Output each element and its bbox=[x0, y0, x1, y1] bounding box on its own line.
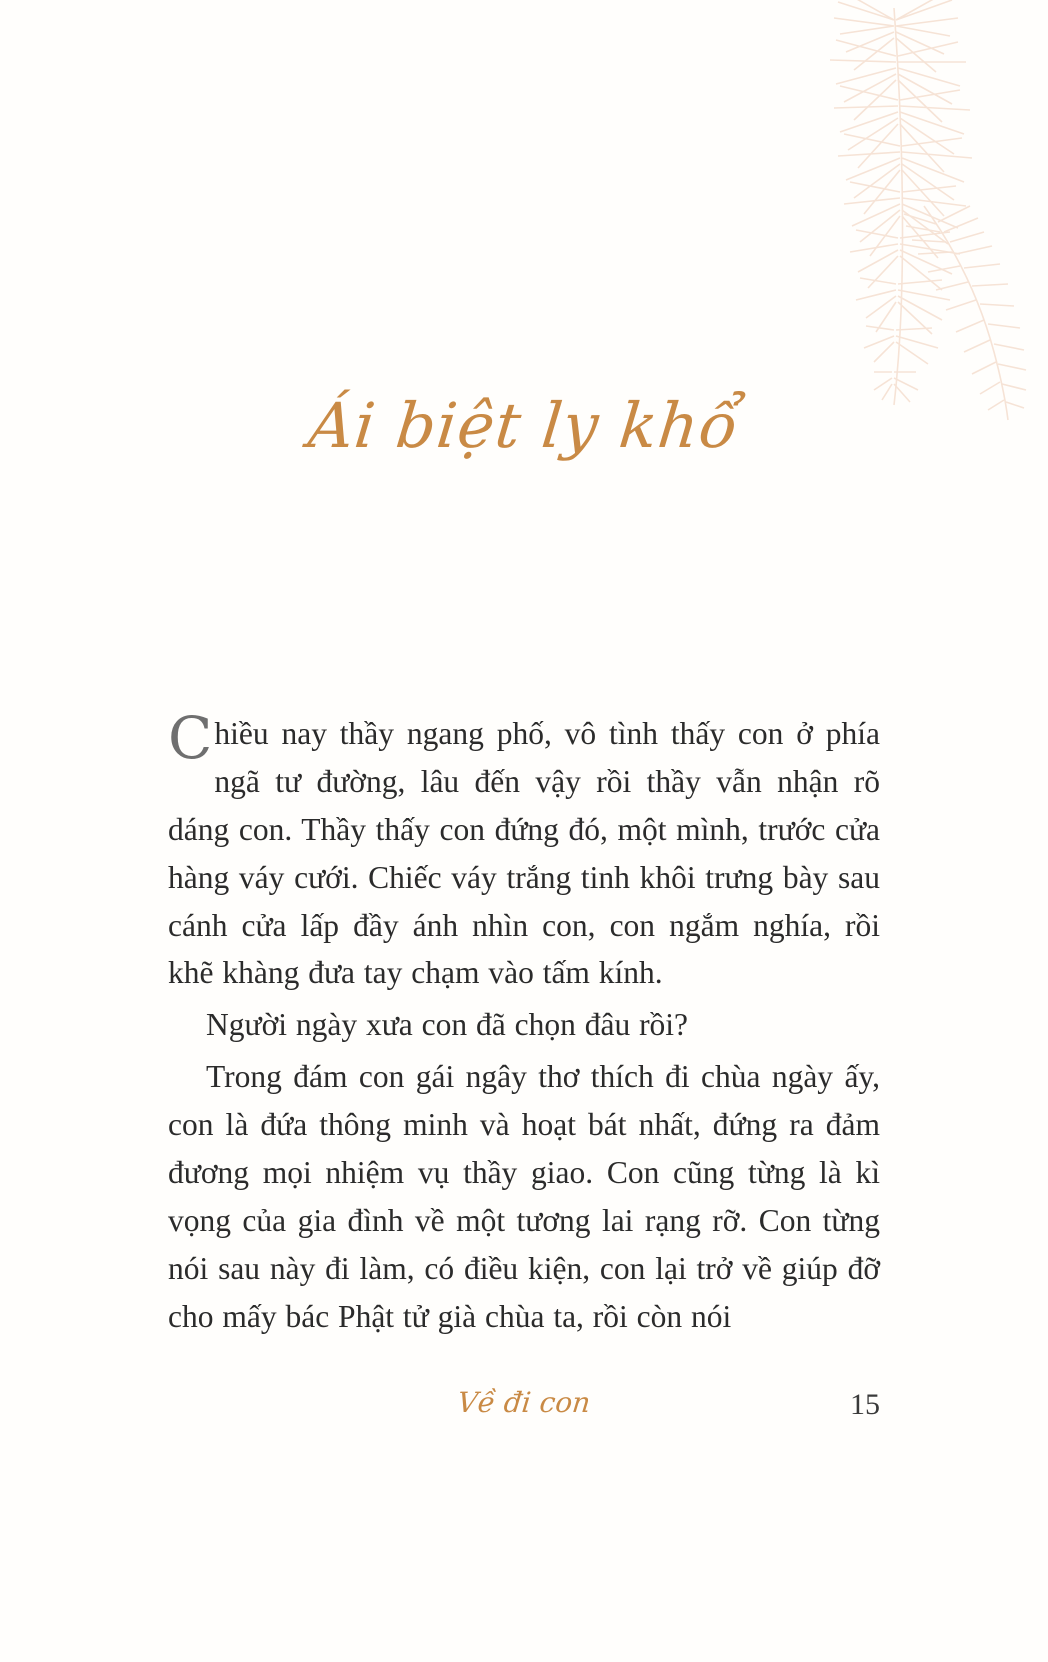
drop-cap: C bbox=[168, 704, 213, 772]
paragraph-1-text: hiều nay thầy ngang phố, vô tình thấy con ở phía ngã tư đường, lâu đến vậy rồi thầy vẫn nhận rõ dáng con. Thầy thấy con đứng đó, một mình, trước cửa hàng váy cưới. Chiếc váy trắng tinh khôi trưng bày sau cánh cửa lấp đầy ánh nhìn con, con ngắm nghía, rồi khẽ khàng đưa tay chạm vào tấm kính. bbox=[168, 716, 880, 991]
paragraph-1 bbox=[168, 704, 880, 997]
paragraph-2: Người ngày xưa con đã chọn đâu rồi? bbox=[206, 1007, 689, 1043]
page-number: 15 bbox=[850, 1388, 880, 1421]
chapter-title: Ái biệt ly khổ bbox=[305, 389, 743, 462]
body-text bbox=[168, 704, 880, 1344]
paragraph-3: Trong đám con gái ngây thơ thích đi chùa ngày ấy, con là đứa thông minh và hoạt bát nhất, đứng ra đảm đương mọi nhiệm vụ thầy giao. Con cũng từng là kì vọng của gia đình về một tương lai rạng rỡ. Con từng nói sau này đi làm, có điều kiện, con lại trở về giúp đỡ cho mấy bác Phật tử già chùa ta, rồi còn nói bbox=[168, 1059, 880, 1334]
chapter-title-container bbox=[0, 389, 1048, 462]
page-footer bbox=[168, 1386, 880, 1434]
footer-book-title: Về đi con bbox=[455, 1386, 593, 1419]
